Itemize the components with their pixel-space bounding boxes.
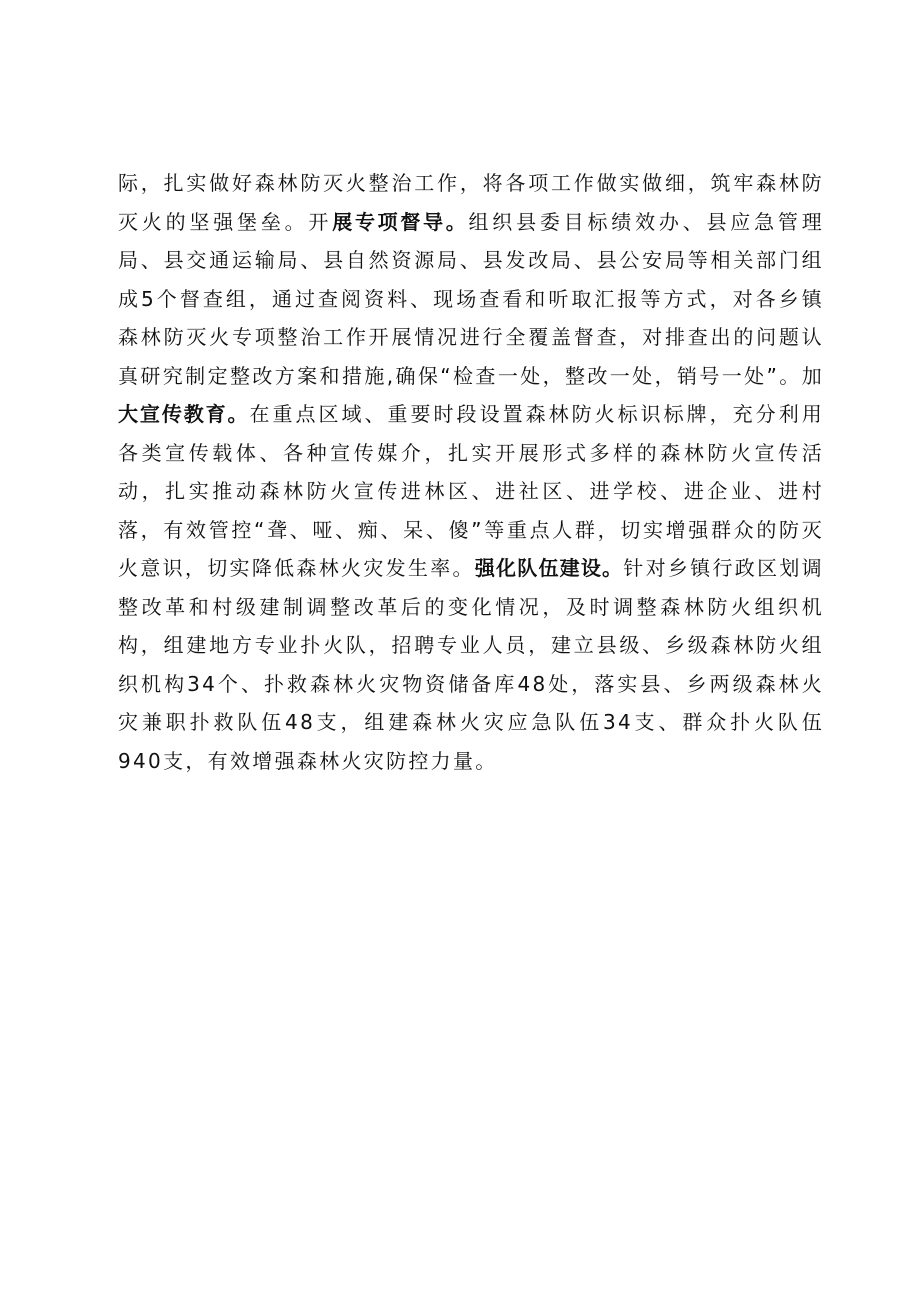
text-run: 针对乡镇行政区划调整改革和村级建制调整改革后的变化情况，及时调整森林防火组织机构，组建地方专业扑火队，招聘专业人员，建立县级、乡级森林防火组织机构34个、扑救森林火灾物资储备库48处，落实县、乡两级森林火灾兼职扑救队伍48支，组建森林火灾应急队伍34支、群众扑火队伍940支，有效增强森林火灾防控力量。: [118, 556, 824, 773]
text-run: 在重点区域、重要时段设置森林防火标识标牌，充分利用各类宣传载体、各种宣传媒介，扎实开展形式多样的森林防火宣传活动，扎实推动森林防火宣传进林区、进社区、进学校、进企业、进村落，有效管控“聋、哑、痴、呆、傻”等重点人群，切实增强群众的防灭火意识，切实降低森林火灾发生率。: [118, 402, 825, 580]
bold-heading-team: 强化队伍建设。: [474, 556, 624, 580]
text-run: 组织县委目标绩效办、县应急管理局、县交通运输局、县自然资源局、县发改局、县公安局等相关部门组成5个督查组，通过查阅资料、现场查看和听取汇报等方式，对各乡镇森林防灭火专项整治工作开展情况进行全覆盖督查，对排查出的问题认真研究制定整改方案和措施,确保“检查一处，整改一处，销号一处”。加: [118, 209, 825, 388]
text-run: 际，扎实做好森林防灭火整治工作，将各项工作做实做细，筑牢森林防灭火的坚强堡垒。开: [118, 171, 824, 234]
bold-heading-inspection: 展专项督导。: [332, 209, 469, 234]
bold-heading-publicity: 大宣传教育。: [118, 402, 250, 426]
body-paragraph: [118, 164, 824, 780]
